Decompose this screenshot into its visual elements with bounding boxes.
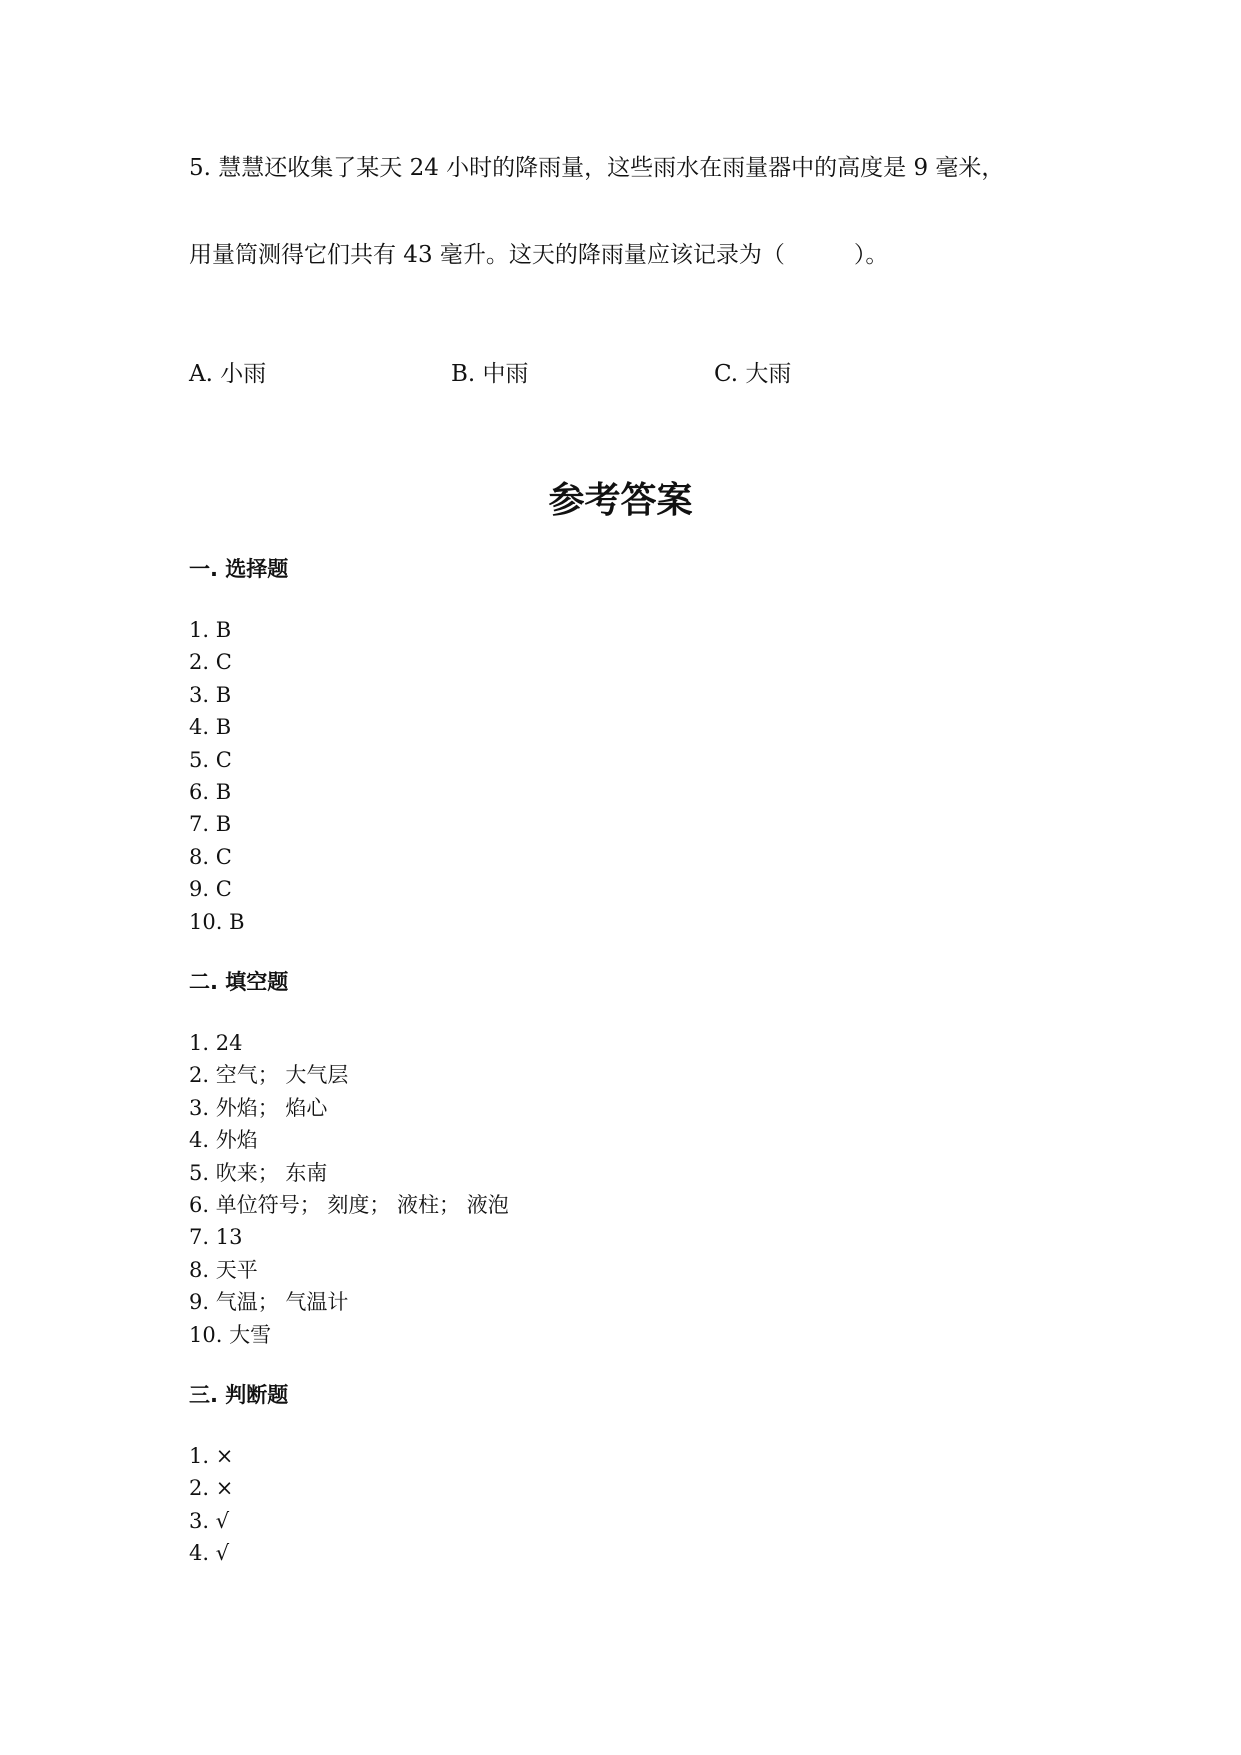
answer-key-title: 参考答案: [548, 480, 693, 521]
list-item: 2. 空气； 大气层: [189, 1063, 349, 1088]
list-item: 5. 吹来； 东南: [189, 1160, 328, 1185]
option-c: C. 大雨: [714, 361, 792, 387]
list-item: 8. 天平: [189, 1257, 258, 1282]
fill-blank-answer-list: [189, 1027, 509, 1351]
section-heading-fill-blank: 二. 填空题: [189, 970, 289, 994]
list-item: 2. ×: [189, 1476, 234, 1501]
list-item: 1. 24: [189, 1031, 243, 1055]
list-item: 10. 大雪: [189, 1322, 272, 1347]
list-item: 2. C: [189, 650, 232, 675]
option-a: A. 小雨: [189, 361, 267, 387]
list-item: 3. √: [189, 1508, 230, 1533]
section-heading-choice: 一. 选择题: [189, 557, 289, 581]
list-item: 7. B: [189, 812, 232, 837]
list-item: 3. B: [189, 682, 232, 707]
list-item: 4. √: [189, 1541, 230, 1566]
question-5-line-2: 用量筒测得它们共有 43 毫升。这天的降雨量应该记录为（ ）。: [189, 242, 889, 268]
choice-answer-list: [189, 614, 245, 938]
list-item: 9. C: [189, 877, 232, 902]
list-item: 6. 单位符号； 刻度； 液柱； 液泡: [189, 1192, 509, 1217]
section-heading-true-false: 三. 判断题: [189, 1383, 289, 1407]
list-item: 9. 气温； 气温计: [189, 1290, 349, 1315]
list-item: 5. C: [189, 747, 232, 772]
list-item: 3. 外焰； 焰心: [189, 1095, 328, 1120]
question-5-options: [189, 359, 1089, 391]
true-false-answer-list: [189, 1440, 233, 1570]
list-item: 10. B: [189, 909, 245, 934]
list-item: 1. B: [189, 618, 232, 642]
list-item: 4. B: [189, 715, 232, 740]
list-item: 6. B: [189, 779, 232, 804]
list-item: 8. C: [189, 844, 232, 869]
list-item: 4. 外焰: [189, 1128, 258, 1153]
question-5-line-1: 5. 慧慧还收集了某天 24 小时的降雨量，这些雨水在雨量器中的高度是 9 毫米，: [189, 155, 1005, 181]
option-b: B. 中雨: [451, 361, 529, 387]
list-item: 1. ×: [189, 1444, 234, 1468]
list-item: 7. 13: [189, 1225, 243, 1250]
